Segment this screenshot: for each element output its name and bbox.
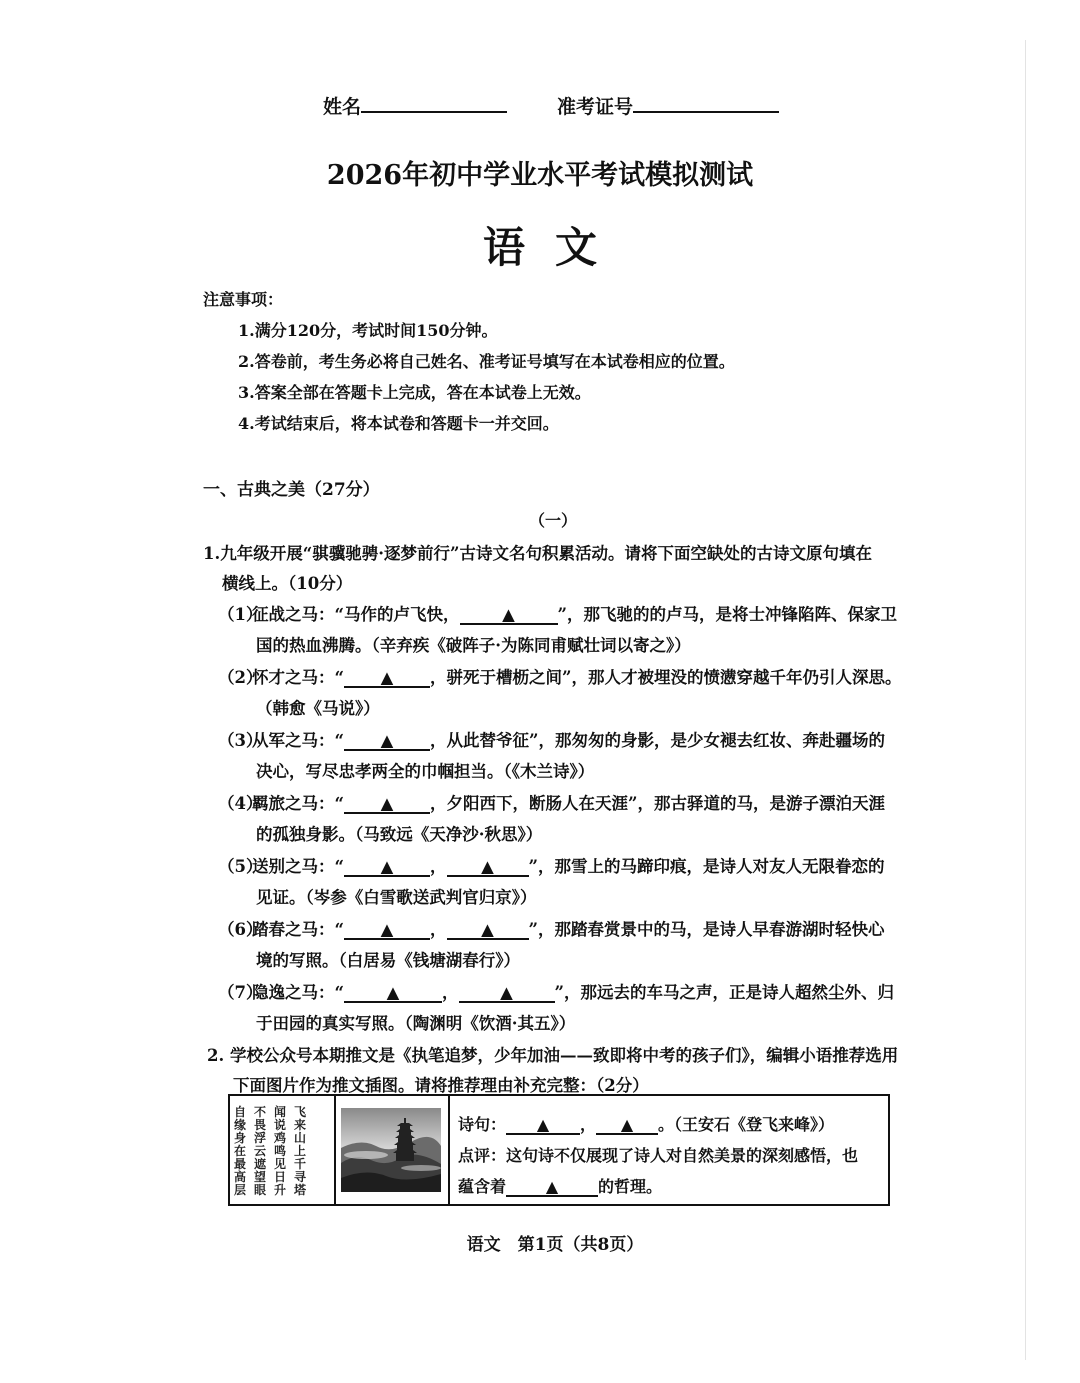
answer-blank (344, 922, 430, 940)
blank-marker-icon: ▲ (536, 1115, 550, 1134)
q1-item-4-cont: 的孤独身影。（马致远《天净沙·秋思》） (256, 825, 543, 844)
name-field (323, 92, 507, 119)
recommendation-box (228, 1094, 890, 1206)
name-blank (361, 111, 507, 113)
blank-marker-icon: ▲ (380, 794, 394, 813)
subject-title: 语文 (482, 223, 627, 272)
blank-marker-icon: ▲ (481, 857, 494, 876)
blank-marker-icon: ▲ (500, 983, 513, 1002)
item-number: （6） (218, 920, 263, 939)
blank-marker-icon: ▲ (380, 857, 394, 876)
q1-item-4: （4）羁旅之马：“ ▲ ，夕阳西下，断肠人在天涯”，那古驿道的马，是游子漂泊天涯 (218, 790, 885, 814)
answer-blank (344, 670, 430, 688)
subsection-heading: （一） (528, 511, 577, 530)
comment-line: 点评：这句诗不仅展现了诗人对自然美景的深刻感悟，也 (458, 1146, 859, 1165)
item-number: （1） (218, 605, 263, 624)
exam-title: 2026年初中学业水平考试模拟测试 (326, 160, 754, 191)
exam-number-field (557, 92, 779, 119)
item-number: （7） (218, 983, 263, 1002)
question-1-stem: 1.九年级开展“骐骥驰骋·逐梦前行”古诗文名句积累活动。请将下面空缺处的古诗文原句填在 (203, 544, 872, 563)
item-number: （3） (218, 731, 263, 750)
q1-item-1: （1）征战之马：“马作的卢飞快， ▲ ”，那飞驰的的卢马，是将士冲锋陷阵、保家卫 (218, 601, 897, 625)
calligraphy-column: 闻说鸡鸣见日升 (274, 1105, 287, 1197)
item-number: （4） (218, 794, 263, 813)
blank-marker-icon: ▲ (502, 605, 515, 624)
exam-number-label: 准考证号 (557, 96, 634, 118)
q1-item-6: （6）踏春之马：“ ▲ ， ▲ ”，那踏春赏景中的马，是诗人早春游湖时轻快心 (218, 916, 885, 940)
notice-heading: 注意事项： (203, 290, 284, 309)
answer-blank (459, 985, 555, 1003)
text-cell (450, 1096, 888, 1204)
notice-item: 3.答案全部在答题卡上完成，答在本试卷上无效。 (238, 383, 591, 402)
answer-blank (596, 1117, 658, 1135)
q1-item-3-cont: 决心，写尽忠孝两全的巾帼担当。（《木兰诗》） (256, 762, 595, 781)
blank-marker-icon: ▲ (545, 1177, 559, 1196)
q1-item-2-cont: （韩愈《马说》） (256, 699, 380, 718)
exam-number-blank (633, 111, 779, 113)
q1-item-7-cont: 于田园的真实写照。（陶渊明《饮酒·其五》） (256, 1014, 576, 1033)
answer-blank (506, 1179, 598, 1197)
answer-blank (447, 922, 529, 940)
q1-item-2: （2）怀才之马：“ ▲ ，骈死于槽枥之间”，那人才被埋没的愤懑穿越千年仍引人深思。 (218, 664, 902, 688)
q1-item-7: （7）隐逸之马：“ ▲ ， ▲ ”，那远去的车马之声，正是诗人超然尘外、归 (218, 979, 894, 1003)
page-footer: 语文 第1页（共8页） (466, 1235, 644, 1255)
notice-item: 1.满分120分，考试时间150分钟。 (238, 321, 498, 340)
blank-marker-icon: ▲ (380, 920, 394, 939)
question-2-stem-cont: 下面图片作为推文插图。请将推荐理由补充完整：（2分） (233, 1076, 649, 1095)
blank-marker-icon: ▲ (380, 731, 394, 750)
answer-blank (460, 607, 558, 625)
calligraphy-column: 不畏浮云遮望眼 (254, 1105, 267, 1197)
pagoda-mountain-image (341, 1108, 441, 1192)
notice-item: 4.考试结束后，将本试卷和答题卡一并交回。 (238, 414, 559, 433)
answer-blank (344, 733, 430, 751)
q1-item-6-cont: 境的写照。（白居易《钱塘湖春行》） (256, 951, 520, 970)
item-number: （2） (218, 668, 263, 687)
answer-blank (506, 1117, 580, 1135)
blank-marker-icon: ▲ (481, 920, 494, 939)
comment-line-cont: 蕴含着 ▲ 的哲理。 (458, 1177, 663, 1196)
name-label: 姓名 (323, 96, 362, 118)
item-number: （5） (218, 857, 263, 876)
q1-item-5: （5）送别之马：“ ▲ ， ▲ ”，那雪上的马蹄印痕，是诗人对友人无限眷恋的 (218, 853, 885, 877)
blank-marker-icon: ▲ (386, 983, 400, 1002)
question-2-stem: 2. 学校公众号本期推文是《执笔追梦，少年加油——致即将中考的孩子们》，编辑小语推荐选用 (207, 1046, 899, 1065)
section-heading: 一、古典之美（27分） (203, 480, 380, 500)
notice-item: 2.答卷前，考生务必将自己姓名、准考证号填写在本试卷相应的位置。 (238, 352, 735, 371)
answer-blank (344, 985, 442, 1003)
q1-item-1-cont: 国的热血沸腾。（辛弃疾《破阵子·为陈同甫赋壮词以寄之》） (256, 636, 691, 655)
question-1-stem-cont: 横线上。（10分） (222, 574, 353, 593)
answer-blank (344, 859, 430, 877)
poem-line: 诗句： ▲ ， ▲ 。（王安石《登飞来峰》） (458, 1115, 835, 1134)
answer-blank (447, 859, 529, 877)
illustration-cell (336, 1096, 450, 1204)
blank-marker-icon: ▲ (620, 1115, 634, 1134)
calligraphy-column: 自缘身在最高层 (234, 1105, 247, 1197)
q1-item-3: （3）从军之马：“ ▲ ，从此替爷征”，那匆匆的身影，是少女褪去红妆、奔赴疆场的 (218, 727, 885, 751)
answer-blank (344, 796, 430, 814)
calligraphy-column: 飞来山上千寻塔 (294, 1105, 307, 1197)
q1-item-5-cont: 见证。（岑参《白雪歌送武判官归京》） (256, 888, 537, 907)
blank-marker-icon: ▲ (380, 668, 394, 687)
calligraphy-cell (230, 1096, 336, 1204)
